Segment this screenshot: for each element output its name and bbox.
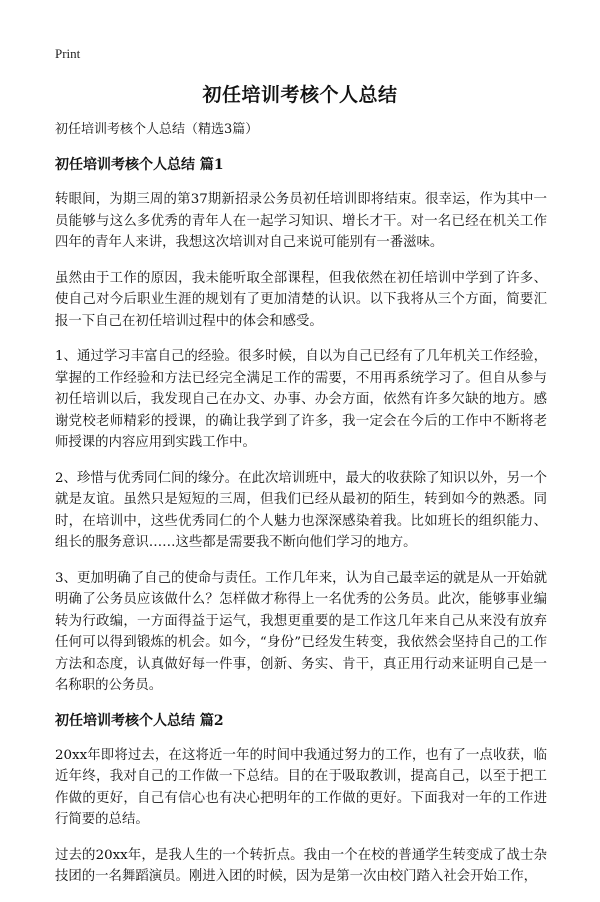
paragraph: 3、更加明确了自己的使命与责任。工作几年来，认为自己最幸运的就是从一开始就明确了公务员应该做什么？怎样做才称得上一名优秀的公务员。此次，能够事业编转为行政编，一方面得益于运气，我想更重要的是工作这几年来自己从来没有放弃任何可以得到锻炼的机会。如今，“身份”已经发生转变，我依然会坚持自己的工作方法和态度，认真做好每一件事，创新、务实、肯干，真正用行动来证明自己是一名称职的公务员。 [55, 570, 547, 693]
section-heading: 初任培训考核个人总结 篇1 [55, 157, 224, 173]
document-title: 初任培训考核个人总结 [202, 84, 398, 106]
paragraph: 转眼间，为期三周的第37期新招录公务员初任培训即将结束。很幸运，作为其中一员能够与这么多优秀的青年人在一起学习知识、增长才干。对一名已经在机关工作四年的青年人来讲，我想这次培训对自己来说可能别有一番滋味。 [55, 192, 547, 250]
print-link[interactable]: Print [55, 46, 81, 61]
section-1 [55, 155, 547, 697]
paragraph: 1、通过学习丰富自己的经验。很多时候，自以为自己已经有了几年机关工作经验，掌握的工作经验和方法已经完全满足工作的需要，不用再系统学习了。但自从参与初任培训以后，我发现自己在办文、办事、办会方面，依然有许多欠缺的地方。感谢党校老师精彩的授课，的确让我学到了许多，我一定会在今后的工作中不断将老师授课的内容应用到实践工作中。 [55, 349, 547, 450]
section-2 [55, 711, 547, 888]
section-heading: 初任培训考核个人总结 篇2 [55, 712, 224, 729]
document-body [55, 120, 547, 902]
document-subtitle: 初任培训考核个人总结（精选3篇） [55, 122, 259, 137]
paragraph: 2、珍惜与优秀同仁间的缘分。在此次培训班中，最大的收获除了知识以外，另一个就是友谊。虽然只是短短的三周，但我们已经从最初的陌生，转到如今的熟悉。同时，在培训中，这些优秀同仁的个人魅力也深深感染着我。比如班长的组织能力、组长的服务意识……这些都是需要我不断向他们学习的地方。 [55, 470, 547, 550]
paragraph: 20xx年即将过去，在这将近一年的时间中我通过努力的工作，也有了一点收获，临近年终，我对自己的工作做一下总结。目的在于吸取教训，提高自己，以至于把工作做的更好，自己有信心也有决心把明年的工作做的更好。下面我对一年的工作进行简要的总结。 [55, 747, 547, 827]
paragraph: 过去的20xx年，是我人生的一个转折点。我由一个在校的普通学生转变成了战士杂技团的一名舞蹈演员。刚进入团的时候，因为是第一次由校门踏入社会开始工作， [55, 847, 547, 884]
paragraph: 虽然由于工作的原因，我未能听取全部课程，但我依然在初任培训中学到了许多、使自己对今后职业生涯的规划有了更加清楚的认识。以下我将从三个方面，简要汇报一下自己在初任培训过程中的体会和感受。 [55, 270, 547, 329]
